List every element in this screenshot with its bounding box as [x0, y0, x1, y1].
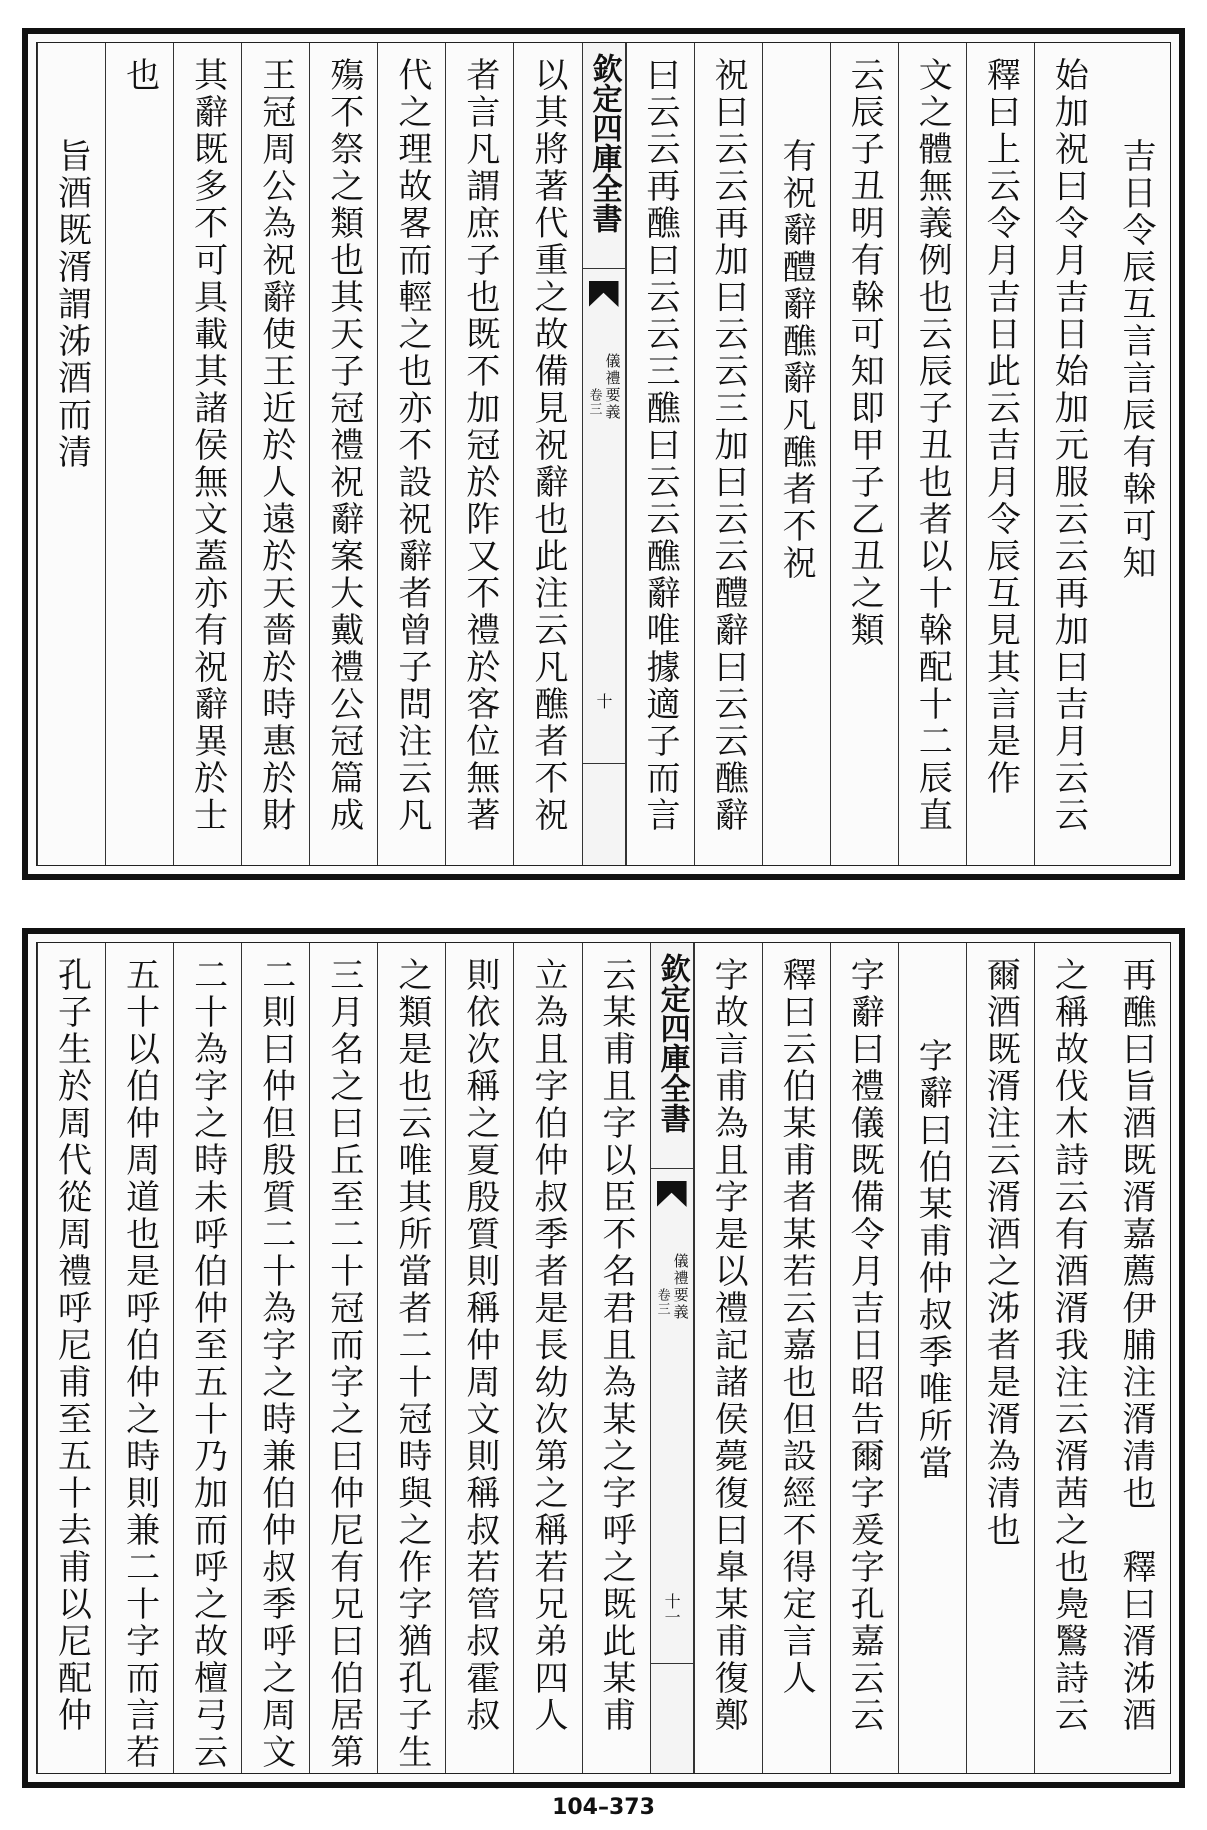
spine-divider: [583, 763, 625, 764]
text-column: 爾酒既湑注云湑酒之泲者是湑為清也: [966, 943, 1034, 1773]
spine-book-title: 儀禮要義: [671, 1253, 690, 1321]
text-column: 以其將著代重之故備見祝辭也此注云凡醮者不祝: [513, 43, 581, 865]
spine-book-title: 儀禮要義: [603, 353, 622, 421]
spine-page-number: 十: [594, 693, 613, 709]
text-column: 代之理故畧而輕之也亦不設祝辭者曾子問注云凡: [377, 43, 445, 865]
text-column: 殤不祭之類也其天子冠禮祝辭案大戴禮公冠篇成: [309, 43, 377, 865]
text-column: 曰云云再醮曰云云三醮曰云云醮辭唯據適子而言: [626, 43, 694, 865]
text-column: 字故言甫為且字是以禮記諸侯薨復曰臯某甫復鄭: [694, 943, 762, 1773]
text-column: 者言凡謂庶子也既不加冠於阼又不禮於客位無著: [445, 43, 513, 865]
bottom-page: [22, 928, 1185, 1788]
text-column: 其辭既多不可具載其諸侯無文蓋亦有祝辭異於士: [173, 43, 241, 865]
spine-divider: [651, 1663, 693, 1664]
text-column: 之稱故伐木詩云有酒湑我注云湑茜之也鳧鷖詩云: [1034, 943, 1102, 1773]
fish-tail-mark-icon: [657, 1181, 687, 1207]
top-page-frame: [36, 42, 1171, 866]
spine-title: 欽定四庫全書: [651, 949, 693, 1169]
spine-center-column: [650, 943, 694, 1773]
fish-tail-mark-icon: [589, 281, 619, 307]
text-column: 也: [105, 43, 173, 865]
text-column: 吉日令辰互言言辰有榦可知: [1115, 138, 1156, 582]
text-column: 云某甫且字以臣不名君且為某之字呼之既此某甫: [582, 943, 650, 1773]
bottom-page-frame: [36, 942, 1171, 1774]
text-column: 云辰子丑明有榦可知即甲子乙丑之類: [830, 43, 898, 865]
text-column: 之類是也云唯其所當者二十冠時與之作字猶孔子生: [377, 943, 445, 1773]
text-column: 立為且字伯仲叔季者是長幼次第之稱若兄弟四人: [513, 943, 581, 1773]
spine-volume: 卷三: [586, 388, 602, 416]
text-column: 文之體無義例也云辰子丑也者以十榦配十二辰直: [898, 43, 966, 865]
text-column: 王冠周公為祝辭使王近於人遠於天嗇於時惠於財: [241, 43, 309, 865]
text-column: 有祝辭醴辭醮辭凡醮者不祝: [762, 43, 830, 865]
text-column: 三月名之曰丘至二十冠而字之曰仲尼有兄曰伯居第: [309, 943, 377, 1773]
text-column: 再醮曰旨酒既湑嘉薦伊脯注湑清也 釋曰湑泲酒: [1115, 957, 1156, 1734]
text-column: 字辭曰禮儀既備令月吉日昭告爾字爰字孔嘉云云: [830, 943, 898, 1773]
spine-page-number: 十一: [662, 1593, 682, 1625]
text-column: 釋曰云伯某甫者某若云嘉也但設經不得定言人: [762, 943, 830, 1773]
spine-volume: 卷三: [654, 1288, 670, 1316]
text-column: 祝曰云云再加曰云云三加曰云云醴辭曰云云醮辭: [694, 43, 762, 865]
text-column: 始加祝曰令月吉日始加元服云云再加曰吉月云云: [1034, 43, 1102, 865]
text-column: 二十為字之時未呼伯仲至五十乃加而呼之故檀弓云: [173, 943, 241, 1773]
text-column: 釋曰上云令月吉日此云吉月令辰互見其言是作: [966, 43, 1034, 865]
spine-center-column: [582, 43, 626, 865]
text-column: 五十以伯仲周道也是呼伯仲之時則兼二十字而言若: [105, 943, 173, 1773]
text-column: 孔子生於周代從周禮呼尼甫至五十去甫以尼配仲: [37, 943, 105, 1773]
page-footer-number: 104–373: [552, 1795, 655, 1820]
top-page: [22, 28, 1185, 880]
text-column: 二則曰仲但殷質二十為字之時兼伯仲叔季呼之周文: [241, 943, 309, 1773]
text-column: 字辭曰伯某甫仲叔季唯所當: [898, 943, 966, 1773]
text-column: 旨酒既湑謂泲酒而清: [37, 43, 105, 865]
spine-title: 欽定四庫全書: [583, 49, 625, 269]
text-column: 則依次稱之夏殷質則稱仲周文則稱叔若管叔霍叔: [445, 943, 513, 1773]
